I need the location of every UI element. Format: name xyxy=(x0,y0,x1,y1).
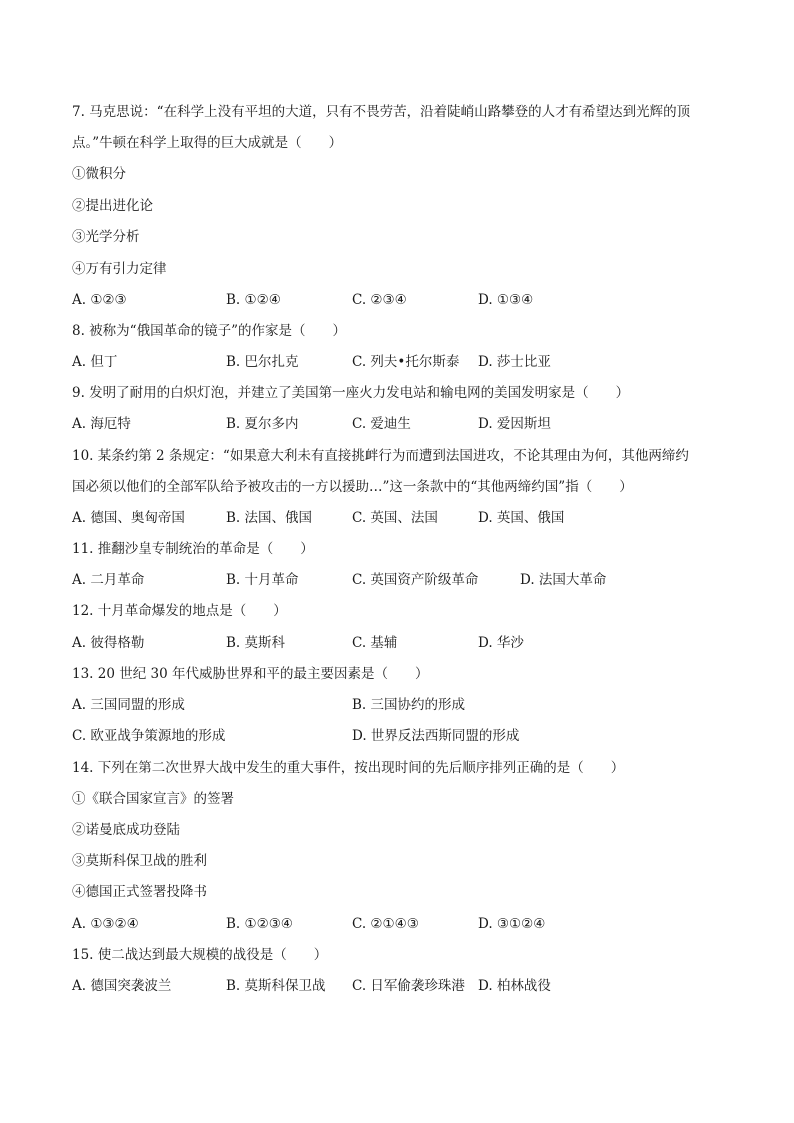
q15-option-b: B. 莫斯科保卫战 xyxy=(226,978,326,994)
q15-option-a: A. 德国突袭波兰 xyxy=(72,978,172,994)
q7-option-c: C. ②③④ xyxy=(352,292,407,308)
q12-option-c: C. 基辅 xyxy=(352,635,398,651)
q9-stem: 9. 发明了耐用的白炽灯泡，并建立了美国第一座火力发电站和输电网的美国发明家是（ ） xyxy=(72,385,630,401)
q7-item-3: ③光学分析 xyxy=(72,229,140,245)
q12-option-b: B. 莫斯科 xyxy=(226,635,286,651)
q14-item-1: ①《联合国家宣言》的签署 xyxy=(72,791,234,807)
q10-option-b: B. 法国、俄国 xyxy=(226,510,313,526)
q9-option-a: A. 海厄特 xyxy=(72,416,131,432)
q7-option-d: D. ①③④ xyxy=(478,292,534,308)
q9-option-b: B. 夏尔多内 xyxy=(226,416,299,432)
q10-stem-line-1: 10. 某条约第 2 条规定：“如果意大利未有直接挑衅行为而遭到法国进攻，不论其理由为何，其他两缔约 xyxy=(72,448,689,464)
q13-option-b: B. 三国协约的形成 xyxy=(352,697,466,713)
q12-option-d: D. 华沙 xyxy=(478,635,524,651)
q14-option-b: B. ①②③④ xyxy=(226,916,293,932)
q8-option-d: D. 莎士比亚 xyxy=(478,354,551,370)
q7-item-2: ②提出进化论 xyxy=(72,198,153,214)
q11-option-b: B. 十月革命 xyxy=(226,572,299,588)
q8-option-c: C. 列夫•托尔斯泰 xyxy=(352,354,460,370)
q10-option-d: D. 英国、俄国 xyxy=(478,510,565,526)
q14-item-2: ②诺曼底成功登陆 xyxy=(72,822,180,838)
q11-option-d: D. 法国大革命 xyxy=(520,572,607,588)
q15-option-c: C. 日军偷袭珍珠港 xyxy=(352,978,465,994)
q12-stem: 12. 十月革命爆发的地点是（ ） xyxy=(72,603,287,619)
q13-option-a: A. 三国同盟的形成 xyxy=(72,697,185,713)
q14-item-3: ③莫斯科保卫战的胜利 xyxy=(72,853,207,869)
q7-item-4: ④万有引力定律 xyxy=(72,261,167,277)
q13-option-d: D. 世界反法西斯同盟的形成 xyxy=(352,728,520,744)
q10-stem-line-2: 国必须以他们的全部军队给予被攻击的一方以援助…”这一条款中的“其他两缔约国”指（ ） xyxy=(72,479,633,495)
q11-option-c: C. 英国资产阶级革命 xyxy=(352,572,479,588)
q7-stem-line-2: 点。”牛顿在科学上取得的巨大成就是（ ） xyxy=(72,135,343,151)
q8-option-a: A. 但丁 xyxy=(72,354,118,370)
q15-stem: 15. 使二战达到最大规模的战役是（ ） xyxy=(72,947,328,963)
q12-option-a: A. 彼得格勒 xyxy=(72,635,145,651)
q14-item-4: ④德国正式签署投降书 xyxy=(72,884,207,900)
q14-stem: 14. 下列在第二次世界大战中发生的重大事件，按出现时间的先后顺序排列正确的是（ ） xyxy=(72,760,625,776)
q7-item-1: ①微积分 xyxy=(72,166,126,182)
q9-option-d: D. 爱因斯坦 xyxy=(478,416,551,432)
q8-option-b: B. 巴尔扎克 xyxy=(226,354,299,370)
q9-option-c: C. 爱迪生 xyxy=(352,416,411,432)
q11-stem: 11. 推翻沙皇专制统治的革命是（ ） xyxy=(72,541,314,557)
q13-stem: 13. 20 世纪 30 年代威胁世界和平的最主要因素是（ ） xyxy=(72,666,429,682)
q14-option-d: D. ③①②④ xyxy=(478,916,546,932)
q7-option-a: A. ①②③ xyxy=(72,292,127,308)
q14-option-a: A. ①③②④ xyxy=(72,916,139,932)
q14-option-c: C. ②①④③ xyxy=(352,916,419,932)
q8-stem: 8. 被称为“俄国革命的镜子”的作家是（ ） xyxy=(72,323,346,339)
q13-option-c: C. 欧亚战争策源地的形成 xyxy=(72,728,226,744)
q7-stem-line-1: 7. 马克思说：“在科学上没有平坦的大道，只有不畏劳苦，沿着陡峭山路攀登的人才有希望达到光辉的顶 xyxy=(72,104,691,120)
q10-option-c: C. 英国、法国 xyxy=(352,510,438,526)
q10-option-a: A. 德国、奥匈帝国 xyxy=(72,510,185,526)
q11-option-a: A. 二月革命 xyxy=(72,572,145,588)
q7-option-b: B. ①②④ xyxy=(226,292,281,308)
q15-option-d: D. 柏林战役 xyxy=(478,978,551,994)
